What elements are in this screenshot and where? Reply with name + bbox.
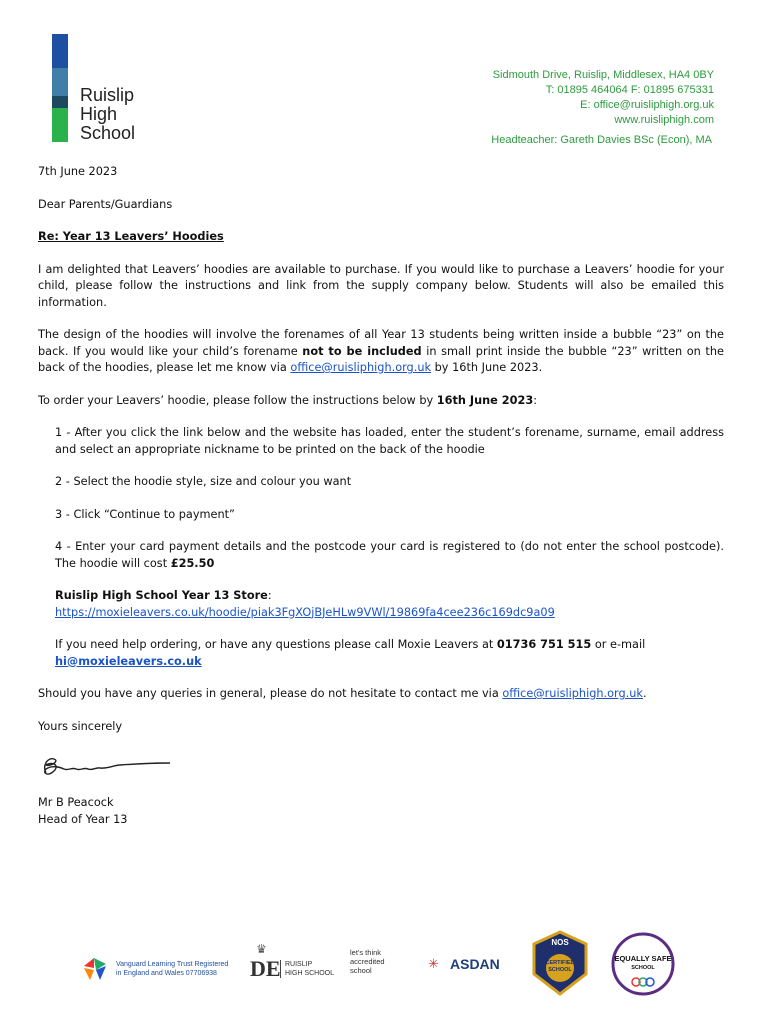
office-email-link[interactable]: office@ruisliphigh.org.uk: [290, 361, 432, 374]
headteacher-line: Headteacher: Gareth Davies BSc (Econ), MA: [491, 134, 712, 146]
equally-safe-badge: [610, 932, 676, 996]
queries-email-link[interactable]: office@ruisliphigh.org.uk: [502, 687, 643, 700]
logo-bar-teal: [52, 68, 68, 96]
logo-bar-dark: [52, 96, 68, 108]
phone-fax-line: T: 01895 464064 F: 01895 675331: [545, 84, 714, 96]
vanguard-icon: [80, 954, 110, 984]
nos-certified-badge: [528, 930, 592, 996]
paragraph-queries: [38, 686, 724, 703]
help-text-1: If you need help ordering, or have any questions please call Moxie Leavers at: [55, 638, 497, 651]
nos-low: SCHOOL: [548, 967, 572, 973]
nos-top: NOS: [551, 938, 569, 947]
crown-icon: ♛: [256, 942, 267, 956]
think-line-1: let's think: [350, 948, 382, 957]
dofe-mark: DE: [250, 956, 281, 981]
design-text-3: by 16th June 2023.: [431, 361, 543, 374]
website-line: www.ruisliphigh.com: [614, 114, 714, 126]
order-text-1: To order your Leavers’ hoodie, please follow the instructions below by: [38, 393, 437, 407]
store-link[interactable]: https://moxieleavers.co.uk/hoodie/piak3FgXOjBJeHLw9VWl/19869fa4cee236c169dc9a09: [55, 605, 555, 619]
store-label: Ruislip High School Year 13 Store: [55, 589, 268, 602]
store-colon: :: [267, 589, 272, 602]
think-line-3: school: [350, 966, 372, 975]
asdan-icon: ✳: [428, 956, 437, 971]
help-phone: 01736 751 515: [496, 638, 592, 651]
footer-logos: [0, 930, 770, 1020]
paragraph-intro: I am delighted that Leavers’ hoodies are available to purchase. If you would like to purchase a Leavers’ hoodie for your child, please follow the instructions and link from the supply company below. Students will also be emailed this information.: [38, 262, 724, 309]
school-logo: [52, 34, 182, 144]
closing: Yours sincerely: [38, 719, 123, 733]
help-block: [55, 637, 724, 670]
letter-body: [38, 164, 724, 828]
logo-line-3: School: [80, 123, 136, 143]
order-text-2: :: [533, 393, 538, 407]
dofe-line-1: RUISLIP: [285, 961, 313, 968]
help-text-2: or e-mail: [591, 638, 646, 651]
step-1: 1 - After you click the link below and the website has loaded, enter the student’s forename, surname, email address and select an appropriate nickname to be printed on the back of the hoodie: [55, 426, 724, 456]
safe-line-2: SCHOOL: [631, 965, 655, 971]
school-address: [493, 68, 714, 128]
vanguard-line-1: Vanguard Learning Trust Registered: [116, 961, 229, 968]
design-text-2: in small print inside the bubble “23” written on the back of the hoodies, please let me know via: [38, 344, 724, 374]
logo-bar-blue: [52, 34, 68, 68]
step-4: [55, 539, 724, 572]
asdan-text: ASDAN: [450, 956, 500, 972]
address-line: Sidmouth Drive, Ruislip, Middlesex, HA4 0BY: [492, 69, 714, 81]
step-3: 3 - Click “Continue to payment”: [55, 507, 235, 521]
logo-text: [80, 86, 135, 143]
hoodie-price: £25.50: [170, 556, 215, 570]
step-4-text: 4 - Enter your card payment details and the postcode your card is registered to (do not enter the school postcode). The hoodie will cost: [55, 540, 724, 570]
letter-date: 7th June 2023: [38, 165, 118, 178]
dofe-logo: [250, 942, 340, 988]
nos-mid: CERTIFIED: [545, 960, 575, 966]
moxie-email-link[interactable]: hi@moxieleavers.co.uk: [55, 654, 202, 668]
logo-line-1: Ruislip: [80, 85, 135, 105]
step-2: 2 - Select the hoodie style, size and colour you want: [55, 475, 352, 488]
design-bold: not to be included: [302, 344, 422, 358]
order-deadline: 16th June 2023: [436, 393, 534, 407]
logo-bar-green: [52, 108, 68, 142]
paragraph-design: [38, 327, 724, 377]
signatory-role: Head of Year 13: [38, 812, 128, 826]
think-line-2: accredited: [350, 957, 385, 966]
safe-line-1: EQUALLY SAFE: [614, 954, 672, 963]
vanguard-logo: [80, 952, 240, 986]
salutation: Dear Parents/Guardians: [38, 197, 173, 211]
store-block: [55, 588, 724, 621]
queries-text-1: Should you have any queries in general, please do not hesitate to contact me via: [38, 687, 503, 700]
signature: [38, 751, 178, 787]
vanguard-line-2: in England and Wales 07706938: [116, 970, 217, 977]
asdan-logo: [428, 954, 518, 978]
dofe-line-2: HIGH SCHOOL: [285, 970, 335, 977]
paragraph-order: [38, 393, 724, 410]
subject-line: Re: Year 13 Leavers’ Hoodies: [38, 230, 224, 243]
lets-think-logo: [350, 948, 410, 988]
email-line: E: office@ruisliphigh.org.uk: [580, 99, 714, 111]
signatory-name: Mr B Peacock: [38, 796, 114, 809]
queries-text-2: .: [642, 687, 647, 700]
logo-line-2: High: [80, 104, 118, 124]
design-text-1: The design of the hoodies will involve the forenames of all Year 13 students being written inside a bubble “23” on the back. If you would like your child’s forename: [38, 328, 724, 358]
